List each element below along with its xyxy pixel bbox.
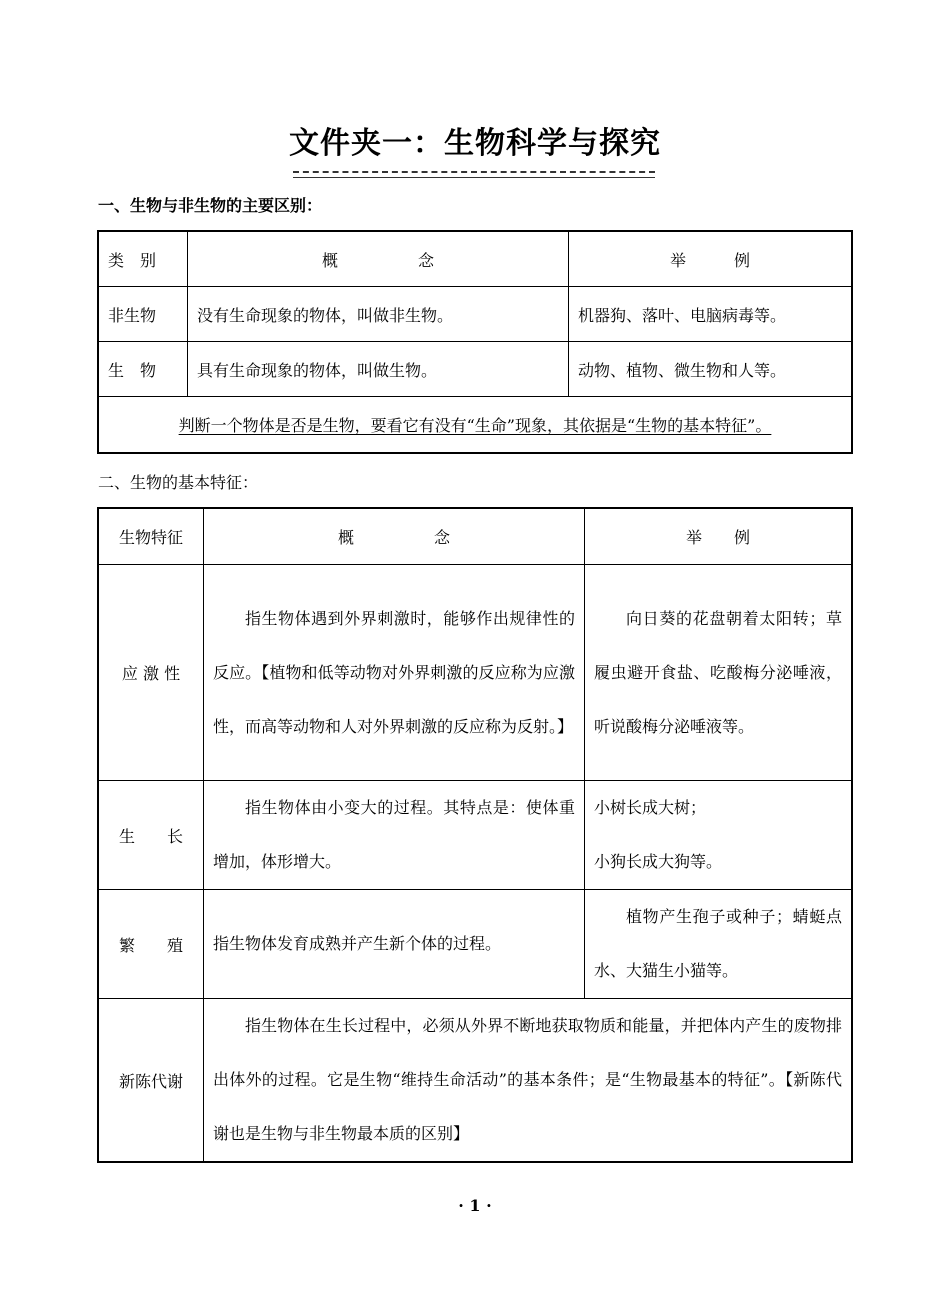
table-row <box>98 890 852 999</box>
row-category: 生 物 <box>98 342 188 397</box>
concept-metabolism: 指生物体在生长过程中，必须从外界不断地获取物质和能量，并把体内产生的废物排出体外的过程。它是生物“维持生命活动”的基本条件；是“生物最基本的特征”。【新陈代谢也是生物与非生物最本质的区别】 <box>204 999 853 1163</box>
title-dashed-rule <box>293 171 655 173</box>
table-row <box>98 287 852 342</box>
page-title: 文件夹一：生物科学与探究 <box>289 126 661 161</box>
example-reproduction: 植物产生孢子或种子；蜻蜓点水、大猫生小猫等。 <box>585 890 853 999</box>
table-row <box>98 999 852 1163</box>
row-example: 动物、植物、微生物和人等。 <box>569 342 853 397</box>
header-feature: 生物特征 <box>98 508 204 565</box>
example-growth <box>585 781 853 890</box>
title-underline <box>293 171 655 179</box>
concept-irritability: 指生物体遇到外界刺激时，能够作出规律性的反应。【植物和低等动物对外界刺激的反应称为应激性，而高等动物和人对外界刺激的反应称为反射。】 <box>204 565 585 781</box>
table-header-row <box>98 508 852 565</box>
example-growth-line2: 小狗长成大狗等。 <box>594 852 723 871</box>
row-concept: 具有生命现象的物体，叫做生物。 <box>188 342 569 397</box>
example-irritability: 向日葵的花盘朝着太阳转；草履虫避开食盐、吃酸梅分泌唾液，听说酸梅分泌唾液等。 <box>585 565 853 781</box>
feature-growth: 生 长 <box>98 781 204 890</box>
table-note-row <box>98 397 852 454</box>
header-example: 举 例 <box>585 508 853 565</box>
feature-irritability: 应 激 性 <box>98 565 204 781</box>
title-solid-rule <box>293 177 655 178</box>
row-concept: 没有生命现象的物体，叫做非生物。 <box>188 287 569 342</box>
table-row <box>98 565 852 781</box>
row-example: 机器狗、落叶、电脑病毒等。 <box>569 287 853 342</box>
table-header-row <box>98 231 852 287</box>
section1-heading: 一、生物与非生物的主要区别： <box>98 196 323 215</box>
living-vs-nonliving-table <box>97 230 853 454</box>
header-concept: 概 念 <box>188 231 569 287</box>
header-concept: 概 念 <box>204 508 585 565</box>
concept-reproduction: 指生物体发育成熟并产生新个体的过程。 <box>204 890 585 999</box>
section2-heading: 二、生物的基本特征： <box>98 473 259 492</box>
feature-reproduction: 繁 殖 <box>98 890 204 999</box>
table-row <box>98 342 852 397</box>
header-example: 举 例 <box>569 231 853 287</box>
judgement-note: 判断一个物体是否是生物，要看它有没有“生命”现象，其依据是“生物的基本特征”。 <box>178 416 772 435</box>
table-row <box>98 781 852 890</box>
row-category: 非生物 <box>98 287 188 342</box>
basic-characteristics-table <box>97 507 853 1163</box>
header-category: 类 别 <box>98 231 188 287</box>
feature-metabolism: 新陈代谢 <box>98 999 204 1163</box>
page-number: · 1 · <box>458 1196 492 1215</box>
concept-growth: 指生物体由小变大的过程。其特点是：使体重增加，体形增大。 <box>204 781 585 890</box>
judgement-note-cell <box>98 397 852 454</box>
example-growth-line1: 小树长成大树； <box>594 798 707 817</box>
